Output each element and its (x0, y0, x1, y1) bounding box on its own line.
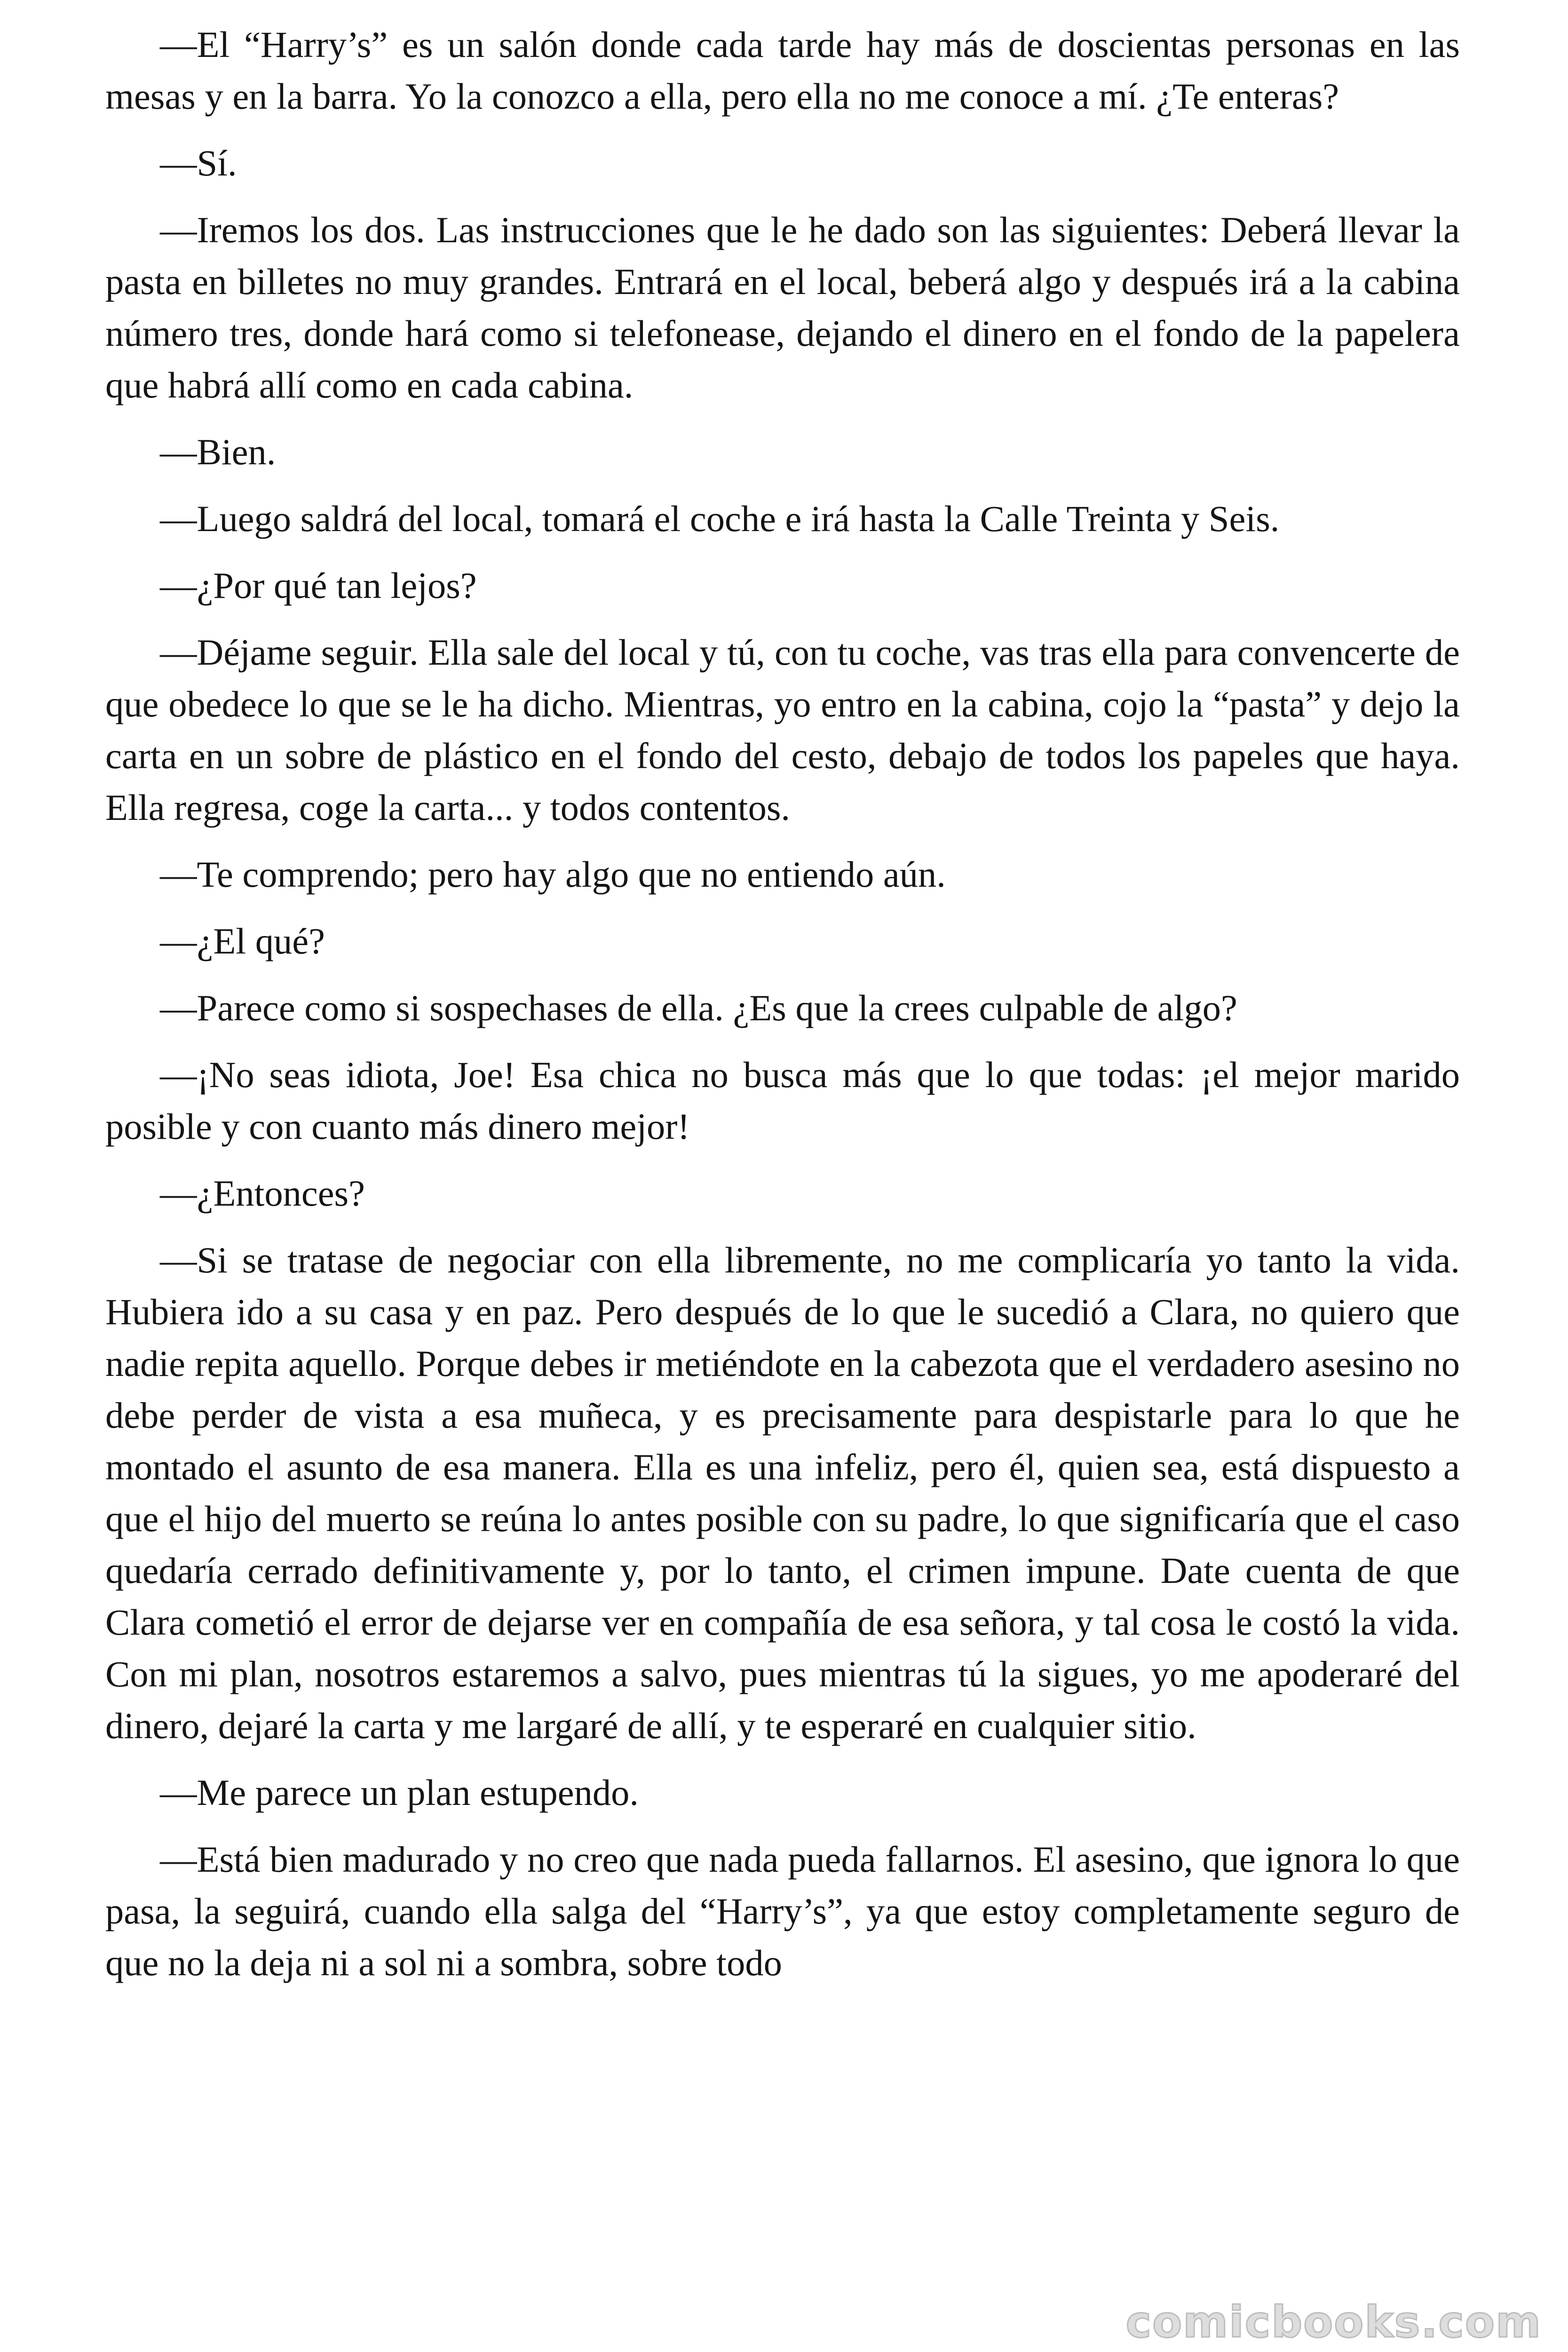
paragraph-2: —Sí. (160, 143, 237, 183)
paragraph-11: —¡No seas idiota, Joe! Esa chica no busca más que lo que todas: ¡el mejor marido posible y con cuanto más dinero mejor! (105, 1054, 1460, 1147)
paragraph-5: —Luego saldrá del local, tomará el coche e irá hasta la Calle Treinta y Seis. (160, 498, 1280, 539)
paragraph-4: —Bien. (160, 431, 276, 472)
paragraph-7: —Déjame seguir. Ella sale del local y tú, con tu coche, vas tras ella para convencerte de que obedece lo que se le ha dicho. Mientras, yo entro en la cabina, cojo la “pasta” y dejo la carta en un sobre de plástico en el fondo del cesto, debajo de todos los papeles que haya. Ella regresa, coge la carta... y todos contentos. (105, 632, 1460, 828)
paragraph-15: —Está bien madurado y no creo que nada pueda fallarnos. El asesino, que ignora lo que pasa, la seguirá, cuando ella salga del “Harry’s”, ya que estoy completamente seguro de que no la deja ni a sol ni a sombra, sobre todo (105, 1839, 1460, 1983)
book-page (105, 19, 1460, 2004)
paragraph-1: —El “Harry’s” es un salón donde cada tarde hay más de doscientas personas en las mesas y en la barra. Yo la conozco a ella, pero ella no me conoce a mí. ¿Te enteras? (105, 24, 1460, 117)
paragraph-14: —Me parece un plan estupendo. (160, 1772, 639, 1813)
paragraph-12: —¿Entonces? (160, 1173, 365, 1214)
paragraph-8: —Te comprendo; pero hay algo que no entiendo aún. (160, 854, 946, 895)
paragraph-10: —Parece como si sospechases de ella. ¿Es que la crees culpable de algo? (160, 987, 1237, 1028)
paragraph-3: —Iremos los dos. Las instrucciones que le he dado son las siguientes: Deberá llevar la pasta en billetes no muy grandes. Entrará en el local, beberá algo y después irá a la cabina número tres, donde hará como si telefonease, dejando el dinero en el fondo de la papelera que habrá allí como en cada cabina. (105, 209, 1460, 405)
paragraph-6: —¿Por qué tan lejos? (160, 565, 477, 606)
paragraph-9: —¿El qué? (160, 921, 325, 961)
paragraph-13: —Si se tratase de negociar con ella libremente, no me complicaría yo tanto la vida. Hubiera ido a su casa y en paz. Pero después de lo que le sucedió a Clara, no quiero que nadie repita aquello. Porque debes ir metiéndote en la cabezota que el verdadero asesino no debe perder de vista a esa muñeca, y es precisamente para despistarle para lo que he montado el asunto de esa manera. Ella es una infeliz, pero él, quien sea, está dispuesto a que el hijo del muerto se reúna lo antes posible con su padre, lo que significaría que el caso quedaría cerrado definitivamente y, por lo tanto, el crimen impune. Date cuenta de que Clara cometió el error de dejarse ver en compañía de esa señora, y tal cosa le costó la vida. Con mi plan, nosotros estaremos a salvo, pues mientras tú la sigues, yo me apoderaré del dinero, dejaré la carta y me largaré de allí, y te esperaré en cualquier sitio. (105, 1240, 1460, 1746)
watermark: comicbooks.com (1125, 2297, 1542, 2347)
